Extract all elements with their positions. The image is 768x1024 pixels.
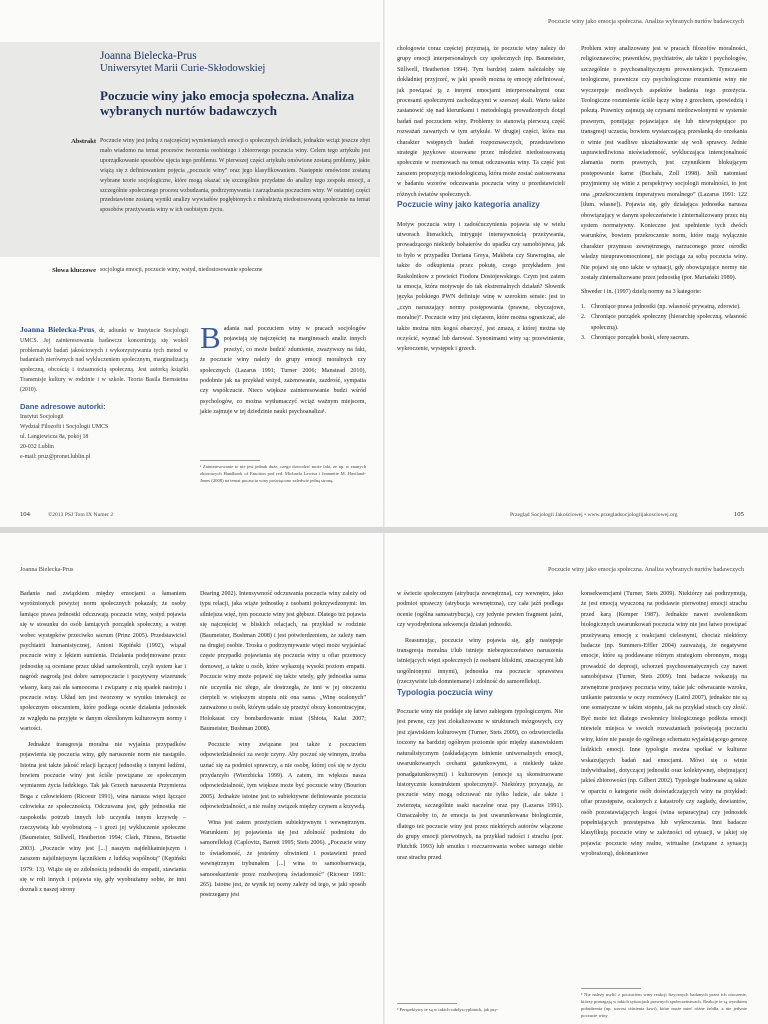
footnote-2: ² Perspektywy te są w takich subdyscyplinach, jak psy- [397,1007,499,1012]
column-4 [581,589,747,985]
abstract-label: Abstrakt [71,138,96,145]
author-affiliation: Uniwersytet Marii Curie-Skłodowskiej [100,63,266,74]
keywords-label: Słowa kluczowe [52,267,96,274]
paragraph: Motyw poczucia winy i zadośćuczynienia pojawia się w wielu utworach literackich, intryguje intensywnością przeżywania, prowadzącego niekiedy bohaterów do upadku czy samobójstwa, jak to było w przypadku Doriana Greya, Makbeta czy Stawrogina, ale także do odkupienia przez pokutę, czego przykładem jest Raskolnikow z powieści Fiodora Dostojewskiego. Czym jest zatem ta emocja, która motywuje do tak ekstremalnych działań? Słownik języka polskiego PWN definiuje winę w szerokim sensie: jest to „czyn naruszający normy postępowania (prawne, obyczajowe, moralne)”. Poczucie winy jest ciężarem, które można ograniczać, ale także można nim kogoś obarczyć, jest zmaza, z której można się oczyścić, wyznać lub darować. Synonimami winy są: przewinienie, wykroczenie, występek i grzech. [397,221,565,353]
paragraph: Reasumując, poczucie winy pojawia się, gdy następuje transgresja moralna i/lub istnieje niebezpieczeństwo naruszenia istniejących więzi społecznych (z osobami bliskimi, znaczącymi lub uogólnionymi innymi), jednostka ma poczucie sprawstwa (rzeczywiste lub domniemane) i zdolność do samorefleksji. [397,637,563,686]
list-item: 3. Chroniące porządek boski, sferę sacrum. [581,334,690,341]
column-1 [20,589,186,1024]
running-head: Poczucie winy jako emocja społeczna. Analiza wybranych nurtów badawczych [547,18,744,25]
paragraph: Wina jest zatem przeżyciem subiektywnym i wewnętrznym. Warunkiem jej pojawienia się jest zdolność podmiotu do samorefleksji (Caplovitz, Barrett 1995; Stets 2006). „Poczucie winy to świadomość, że jesteśmy obwinieni i postawieni przed wewnętrznym trybunałem [...] wina to samoobserwacja, samooskarżenie przez rozdwojoną świadomość” (Ricoeur 1991: 265). Istotne jest, że wynik tej oceny zależy od tego, w jaki sposób postrzegany jest [200,819,366,899]
running-head-right: Poczucie winy jako emocja społeczna. Analiza wybranych nurtów badawczych [547,566,744,573]
address-line: 20-032 Lublin [20,443,54,450]
section-heading: Poczucie winy jako kategoria analizy [397,200,540,210]
footer-right[interactable]: Przegląd Socjologii Jakościowej • www.przegladsocjologiijakosciowej.org [510,512,678,518]
page-number-left: 104 [20,511,30,518]
paragraph: chologowie coraz częściej przyznają, że poczucie winy należy do grupy emocji interpersonalnych czy społecznych (np. Baumeister, Stillwell, Heatherton 1994). Tym bardziej zatem należałoby się dokładniej przyjrzeć, w jaki sposób można tę emocję zdefiniować, jak powiązać ją z innymi emocjami interpersonalnymi oraz procesami społecznymi zachodzącymi w szerszej skali. Warto także zastanowić się nad kierunkami i metodologią prowadzonych dotąd badań nad poczuciem winy. Problemy to stanowią pierwszą część rozważań zawartych w tym artykule. W drugiej części, która ma charakter wstępnych badań rozpoznawczych, przedstawiono strategie językowe stosowane przez młodzież niedostosowaną społecznie w rozmowach na temat odczuwania winy. Ta część jest zarazem propozycją metodologiczną, która może zostać zastosowana w badaniu wzorów odczuwania poczucia winy u przedstawicieli różnych światów społecznych. [397,46,565,198]
footnote-3: ³ Nie należy mylić z poczuciem winy reakcji fizycznych badanych przez ich otoczenie, którzy pomagają w takich sytuacjach prawnych społeczeństwach. Reakcje te są wynikiem pobudzenia (np. wzrost ciśnienia krwi), które może mieć różne źródła, a nie jedynie poczucie winy. [581,992,747,1018]
page-gutter [383,533,385,1024]
author-email[interactable]: e-mail: pruz@pronet.lublin.pl [20,453,91,460]
bio-author-name: Joanna Bielecka-Prus [20,325,95,334]
footer-left: ©2013 PSJ Tom IX Numer 2 [48,512,114,518]
footnote-rule [581,988,641,989]
footnote-rule [397,1003,457,1004]
address-line: ul. Langiewicza 8a, pokój 18 [20,433,89,440]
keywords-text: socjologia emocji, poczucie winy, wstyd, niedostosowanie społeczne [100,267,263,273]
column-2 [200,589,366,1024]
footnote-1: ¹ Zainteresowanie to nie jest jednak duże, czego dowodzić może fakt, że np. w znanych zbiorowych Handbook of Emotion pod red. Michaela Lewisa i Jeannette M. Haviland-Jones (2008) na temat poczucia winy poświęcono zaledwie jedną stronę. [200,464,366,483]
list-item: 1. Chroniące prawa jednostki (np. własność prywatną, zdrowie). [581,303,741,310]
address-heading: Dane adresowe autorki: [20,401,106,411]
paragraph: konsekwencjami (Turner, Stets 2009). Niektórzy zaś podtrzymują, że jest emocją wyuczoną na podstawie pierwotnej emocji strachu przed karą (Kemper 1987). Jednakże nawet zwolennikom biologicznych uwarunkowań poczucia winy nie jest łatwo powiązać przeżywaną emocję z reakcjami cielesnymi, chociaż niektórzy badacze (np. Summers-Effler 2004) zauważają, że negatywne emocje, które są poddawane różnym strategiom obronnym, mogą prowadzić do depresji, schorzeń psychosomatycznych czy nawet samobójstwa (Turner, Stets 2009). Inni badacze wskazują na zewnętrzne przejawy poczucia winy, takie jak: odwracanie wzroku, unikanie patrzenia w oczy rozmówcy (Laird 2007), jednakże nie są one somatyczne w takim stopniu, jak na przykład strach czy złość. Być może też dlatego zwolennicy biologicznego podłoża emocji niewiele miejsca w swoich rozważaniach poświęcają poczuciu winy, które nie pasuje do ogólnego schematu wyjaśniającego genezę ludzkich emocji. Inne typologie można spotkać w kulturze wskazujących badań nad emocjami. Mówi się o winie indywidualnej, dotyczącej jednostki oraz kolektywnej, obejmującej jakieś zbiorowości (np. Gilbert 2002). Typologie budowane są także w oparciu o kategorie osób doświadczających winy na przykład: ofiar przestępstw, ocalonych z katastrofy czy zagłady, dewiantów, osób pozostawiających kogoś (wina separacyjna) czy jednostek popełniających przestępstwa lub wykroczenia. Inni badacze klasyfikują poczucie winy w zależności od sytuacji, w jakiej się pojawia: poczucie winy realne, wirtualne (związane z sytuacją wyobrażoną), dokonaniowe [581,591,748,858]
footnote-rule [200,460,260,461]
intro-text: adania nad poczuciem winy w pracach socjologów pojawiają się najczęściej na marginesach analiz innych przeżyć, co może budzić zdumienie, zważywszy na fakt, że poczucie winy należy do grupy emocji moralnych czy społecznych (Lazarus 1991; Turner 2006; Manstead 2010), podobnie jak na przykład wstyd, zażenowanie, zazdrość, sympatia czy współczucie. Nieco większe zainteresowanie budzi wśród psychologów, co można wytłumaczyć wciąż ważnym miejscem, jakie zajmuje w tej dziedzinie nauki psychoanaliza¹. [200,326,366,416]
drop-cap: B [200,320,221,355]
paragraph: Badania nad związkiem między emocjami a łamaniem wyróżnionych powyżej norm społecznych pokazały, że osoby łamiące prawa jednostki odczuwają poczucie winy, wstyd pojawia się w stosunku do osób łamiących porządek społeczny, a wstręt wobec występków przeciwko sacrum (Prinz 2005). Przedstawiciel psychiatrii humanistycznej, Antoni Kępiński (1992), wiązał poczucie winy z lękiem sumienia. Działania podejmowane przez jednostkę są oceniane przez układ samokontroli, czyli system kar i nagród: nagrodą jest dobre samopoczucie i pozytywny wizerunek własny, karą zaś zła samoocena i związany z nią spadek nastroju i poczucie winy. Układ ten jest tworzony w wyniku interakcji ze społecznym otoczeniem, które podlega ocenie działania jednostek ze względu na przyjęte w danym określonym kulturowym normy i wartości. [20,591,186,733]
paragraph: Jednakże transgresja moralna nie wyjaśnia przypadków pojawienia się poczucia winy, gdy naruszenie norm nie nastąpiło. Istotna jest także jakość relacji łączącej jednostkę z innymi ludźmi, bowiem poczucie winy jest ściśle powiązane ze społecznym wymiarem życia ludzkiego. Tak jak Grzech naruszenia Przymierza Boga z człowiekiem (Ricoeur 1991), wina narusza więzi łączące człowieka ze społecznością. Odczuwana jest, gdy jednostka nie zaspokoiła potrzeb innych lub uczyniła innym krzywdę – rzeczywistą lub wyobrażoną – i grozi jej wykluczenie społeczne (Baumeister, Stillwell, Heatherton 1994; Clark, Fitness, Brissette 2003). „Poczucie winy jest [...] naszym najdelikatniejszym i zarazem najsilniejszym łącznikiem z ludzką wspólnotą” (Kępiński 1979: 13). Wiąże się ze zdolnością jednostki do empatii, stawiania się w roli innych i pojawia się, gdy wyobrażamy sobie, że inni doznali z naszej strony [20,741,186,894]
page-gutter [383,0,385,527]
section-heading: Typologia poczucia winy [397,687,493,697]
middle-column [397,44,565,353]
paragraph: Dearing 2002). Intensywność odczuwania poczucia winy zależy od typu relacji, jaka wiąże jednostkę z osobami pokrzywdzonymi: im silniejsza więź, tym poczucie winy jest głębsze. Dlatego też pojawia się najczęściej w bliskich relacjach, na przykład w rodzinie (Baumeister, Bushman 2008) i jest potwierdzeniem, że zależy nam na drugiej osobie. Troska o podtrzymywanie więzi może wyjaśniać częste przypadki pojawiania się poczucia winy u ofiar przemocy domowej, a także u osób, które wykazują wysoki poziom empatii. Poczucie winy może pojawić się także wtedy, gdy jednostka sama nie uczyniła nic złego, ale dostrzegła, że inni w jej otoczeniu cierpieli w większym stopniu niż ona sama. „Winę ocalonych” zauważono u osób, którym udało się przeżyć obozy koncentracyjne, Holokaust czy bombardowanie miast (Shiota, Kalat 2007; Baumeister, Bushman 2008). [200,591,366,733]
paragraph: w świecie społecznym (atrybucja zewnętrzna), czy wewnętrz, jako podmiot sprawczy (atrybucja wewnętrzna), czy cała jaźń podlega ocenie (ogólna samoatrybucja), czy jedynie pewien fragment jaźni, czy wyodrębniona sekwencja działań jednostki. [397,591,563,629]
paragraph: Shweder i in. (1997) dzielą normy na 3 kategorie: [581,289,702,296]
paragraph: Poczucie winy związane jest także z poczuciem odpowiedzialności za swoje czyny. Aby poczuć się winnym, trzeba uznać się za podmiot sprawczy, a nie osobę, której coś się w życiu przydarzyło (Wierzbicka 1999). A zatem, im większa nasza odpowiedzialność, tym większe może być poczucie winy (Bourion 2005). Jednakże istotne jest to subiektywne definiowanie poczucia odpowiedzialności, a nie realny związek między czynem a krzywdą. [200,741,366,811]
paragraph: Poczucie winy nie poddaje się łatwo zabiegom typologicznym. Nie jest pewne, czy jest zlokalizowane w strukturach mózgowych, czy jest zjawiskiem kulturowym (Turner, Stets 2009), co odzwierciedla toczony na bardziej ogólnym poziomie spór między stanowiskiem naturalistycznym (zakładającym istnienie uniwersalnych emocji, uwarunkowanych cechami gatunkowymi, a niekiedy także ponadgatunkowymi) i kulturowym (emocje są skonstruowane historycznie konstruktem społecznym)². Niektórzy przyznają, że poczucie winy mogą odczuwać nie tylko ludzie, ale także i zwierzęta, szczególnie ssaki naczelne oraz psy (Lazarus 1991). Oznaczałoby to, że emocja ta jest uwarunkowana biologicznie, dlatego też poczucie winy jest przez niektórych autorów włączone do grupy emocji pierwotnych, na przykład radości i strachu (por. Plutchik 1993) lub smutku i rozczarowania wobec samego siebie oraz strachu przed [397,709,563,861]
address-line: Wydział Filozofii i Socjologii UMCS [20,424,109,431]
address-line: Instytut Socjologii [20,414,64,421]
page-number-right: 105 [734,511,744,518]
article-title: Poczucie winy jako emocja społeczna. Analiza wybranych nurtów badawczych [100,88,355,118]
author-bio [20,325,188,462]
journal-spread-bottom [0,533,768,1024]
bio-text: , dr, adiunkt w Instytucie Socjologii UMCS. Jej zainteresowania badawcze koncentrują się wokół problematyki badań jakościowych i wykorzystywania tych metod w badaniach nierównych nad wykluczeniem społecznym, marginalizacją społeczną, obcością i tożsamością społeczną. Jest autorką książki Transmisje kultury w rodzinie i w szkole. Teoria Basila Bernsteina (2010). [20,328,188,393]
abstract-text: Poczucie winy jest jedną z najczęściej wymienianych emocji o społecznych źródłach, jednakże wciąż jeszcze zbyt mało wiadomo na temat procesów tworzenia osobistego i zbiorowego poczucia winy. Celem tego artykułu jest uporządkowanie sposobów ujęcia tego problemu. W pierwszej części artykułu omówione zostaną problemy, jakie wiążą się z definiowaniem pojęcia „poczucie winy” oraz jego klasyfikowaniem. Następnie omówione zostaną wybrane teorie socjologiczne, które mogą okazać się szczególnie przydatne do analizy tego zespołu emocji, a szczególnie społecznego procesu wzbudzania, podtrzymywania i zarządzania poczuciem winy. W ostatniej części przedstawione zostaną wyniki analizy wywiadów pogłębionych z młodzieżą niedostosowaną społecznie na temat sposobów przeżywania winy w ich osobistym życiu. [100,138,370,214]
column-3 [397,589,563,999]
paragraph: Problem winy analizowany jest w pracach filozofów moralności, religioznawców, prawników, psychiatrów, ale także i psychologów, szczególnie o psychoanalitycznym proweniencjach. Tymczasem teologiczne, prawnicze czy psychologiczne rozumienie winy nie wyczerpuje możliwych aspektów badania tego przeżycia. Teologiczne rozumienie ściśle łączy winę z grzechem, spowiedzią i pokutą. Prawnicy zajmują się czynami niedozwolonymi w systemie prawnym, pomijając pojawiające się lub niewystępujące po transgresji uczucia, bowiem wystarczającą przesłanką do orzekania o winie jest wadliwe ukształtowanie się woli sprawcy. Jednie usprawiedliwiona nieświadomość, wykluczająca intencjonalność złamania norm prawnych, jest czynnikiem blokującym postępowanie karne (Buchała, Zoll 1998). Jeśli natomiast przyjmiemy się winie z perspektywy socjologii moralności, to jest ona „przekroczeniem imperatywu moralnego” (Lazarus 1991: 122 [tłum. własne]). Pojawia się, gdy działająca jednostka narusza obowiązujący w danym społeczeństwie i zinternalizowany przez nią system normatywny. Konieczne jest spełnienie tych dwóch warunków, bowiem przekroczenie norm, które mają wyłącznie charakter przymusu zewnętrznego, narzuconego przez ośrodki władzy nieuprawomocnionej, nie pociąga za sobą poczucia winy. Nie pojawi się ono także w sytuacji, gdy obowiązujące normy nie zostały zinternalizowane przez jednostkę (por. Mariański 1989). [581,46,747,281]
list-item: 2. Chroniące porządek społeczny (hierarchię społeczną, własność społeczną). [581,314,747,331]
author-name: Joanna Bielecka-Prus [100,50,197,62]
right-column [581,44,747,500]
running-head-left: Joanna Bielecka-Prus [20,566,74,573]
intro-column [200,320,366,472]
